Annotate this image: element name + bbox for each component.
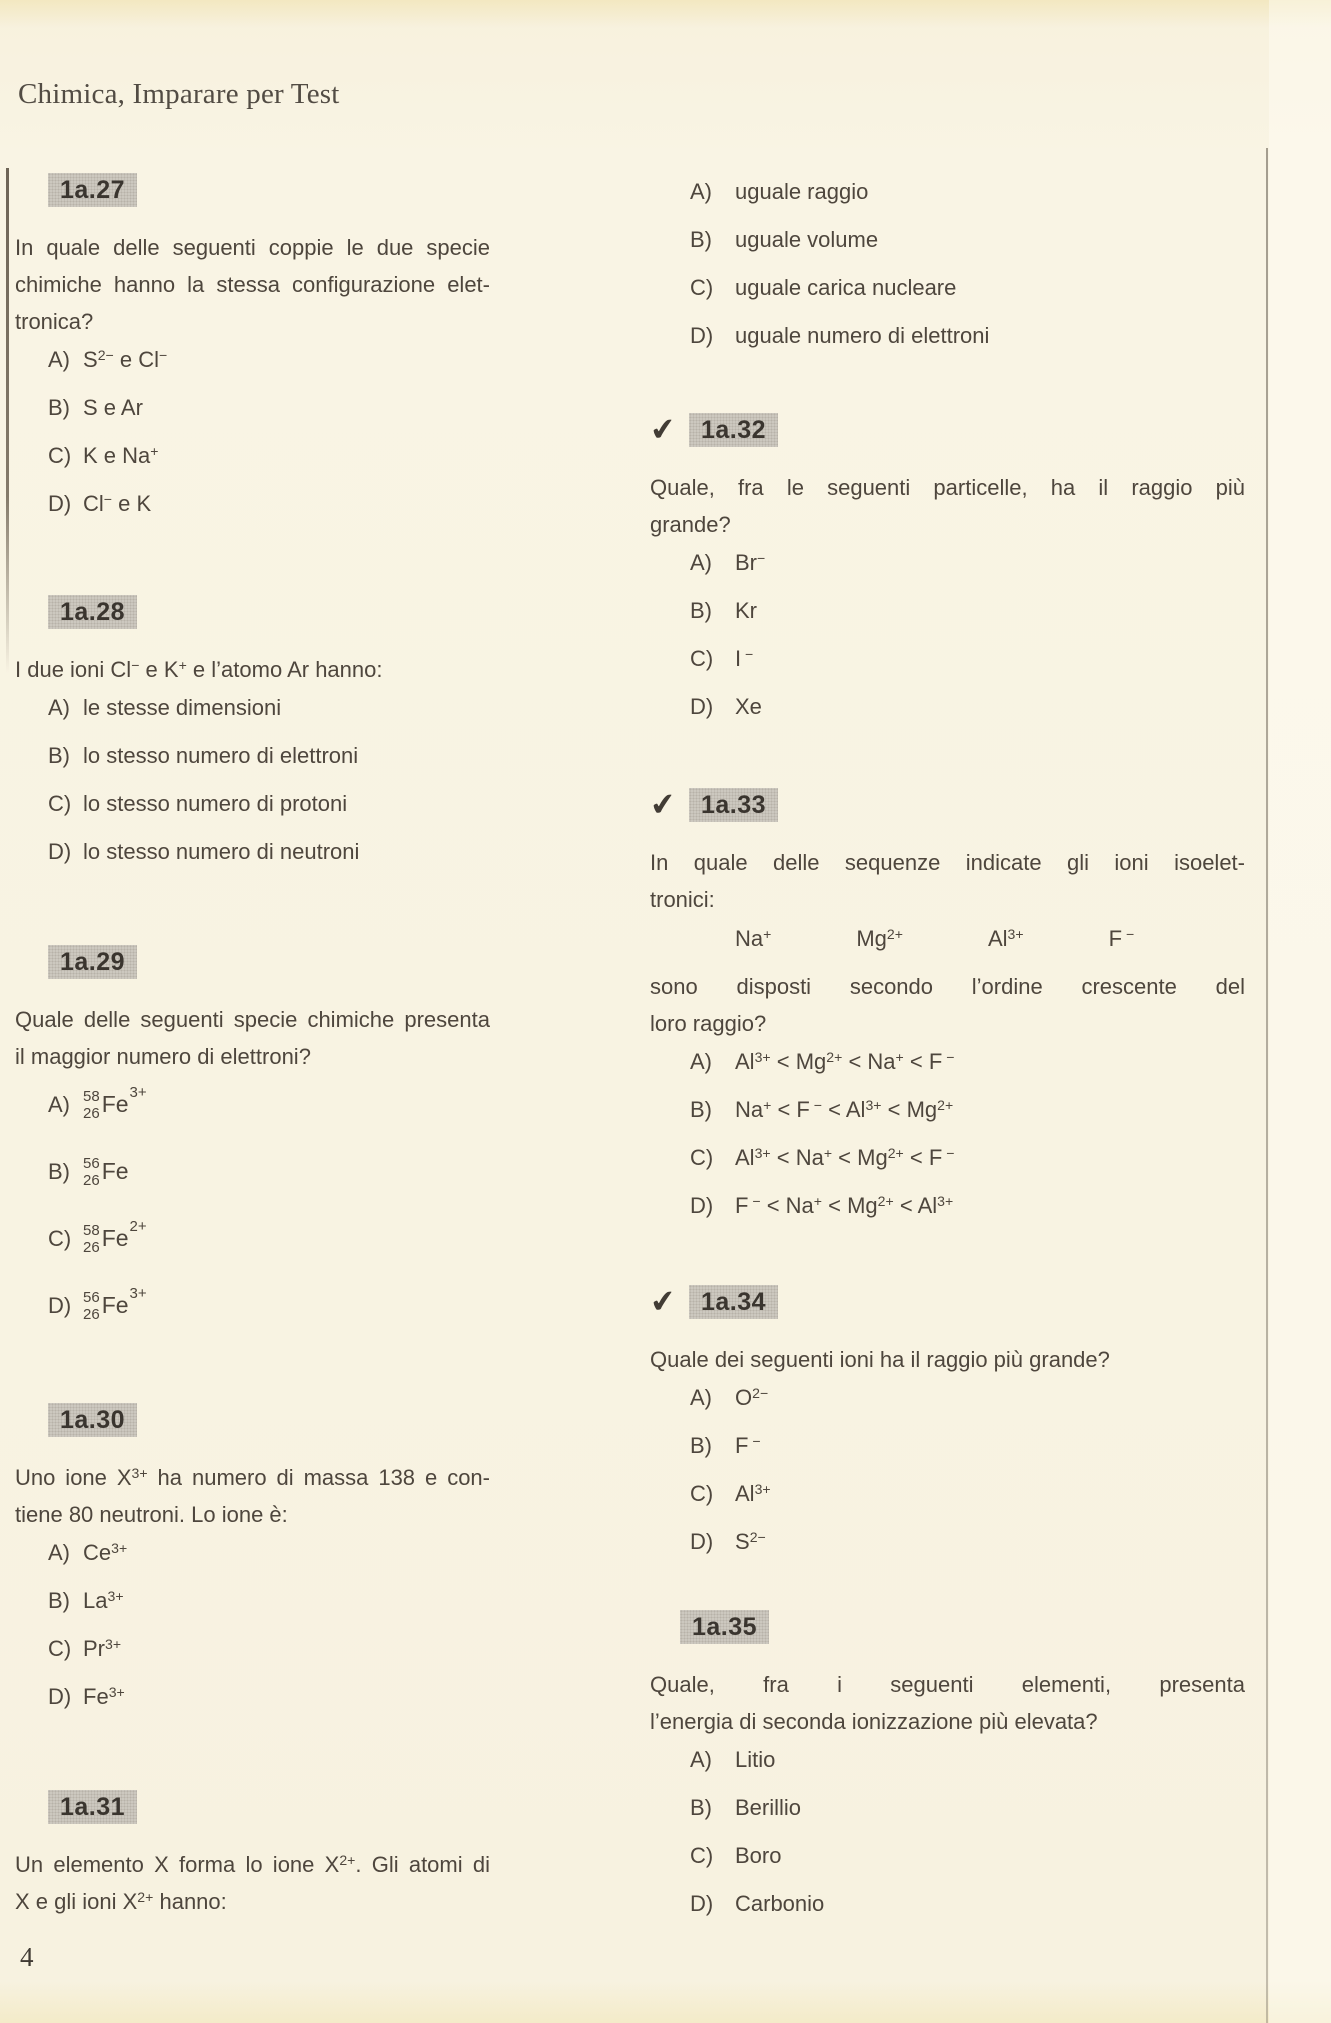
- option-letter: A): [690, 1385, 712, 1410]
- option-text: $S^{2-}$: [735, 1528, 766, 1554]
- option-letter: C): [690, 646, 714, 671]
- option-row: [650, 539, 1245, 587]
- question-text: [650, 1341, 1245, 1378]
- question-1a28: [15, 595, 490, 876]
- option-text: Boro: [735, 1843, 782, 1868]
- option-row: [650, 1784, 1245, 1832]
- option-text: I −: [735, 645, 754, 671]
- option-letter: A): [690, 1049, 712, 1074]
- option-row: [650, 264, 1245, 312]
- option-text: $Al^{3+}$: [735, 1480, 771, 1506]
- option-row: [15, 1529, 490, 1577]
- options-list: [15, 1529, 490, 1721]
- question-line: loro raggio?: [650, 1011, 767, 1036]
- question-1a34: [648, 1282, 1245, 1566]
- option-text: lo stesso numero di elettroni: [83, 743, 359, 768]
- option-text: uguale numero di elettroni: [735, 323, 990, 348]
- option-row: [15, 1138, 490, 1205]
- question-number-label: 1a.34: [689, 1285, 778, 1319]
- option-row: [650, 1038, 1245, 1086]
- option-letter: C): [690, 1481, 714, 1506]
- options-list: [15, 684, 490, 876]
- options-list: [650, 1736, 1245, 1928]
- option-letter: C): [690, 1145, 714, 1170]
- question-label-row: [648, 1282, 1245, 1322]
- option-letter: A): [48, 1540, 70, 1565]
- question-line: X e gli ioni $X^{2+}$ hanno:: [15, 1888, 227, 1914]
- option-letter: C): [48, 1225, 72, 1251]
- question-label-row: [15, 173, 490, 207]
- option-letter: C): [48, 443, 72, 468]
- option-letter: B): [690, 598, 712, 623]
- page-header-title: Chimica, Imparare per Test: [18, 78, 340, 110]
- option-letter: D): [48, 839, 72, 864]
- question-text: [15, 651, 490, 688]
- atomic-number: 26: [83, 1305, 100, 1323]
- option-row: [650, 1832, 1245, 1880]
- option-letter: C): [690, 275, 714, 300]
- option-letter: B): [690, 1433, 712, 1458]
- scan-top-tint: [0, 0, 1331, 28]
- question-line: Quale dei seguenti ioni ha il raggio più grande?: [650, 1347, 1110, 1372]
- option-row: [15, 1673, 490, 1721]
- checkmark-icon: ✔: [648, 785, 678, 825]
- element-symbol: Fe: [101, 1091, 129, 1117]
- option-letter: D): [48, 1684, 72, 1709]
- ion-series-row: [650, 918, 1245, 960]
- mass-number: 56: [83, 1154, 100, 1172]
- option-letter: A): [48, 347, 70, 372]
- option-text: Berillio: [735, 1795, 802, 1820]
- option-text: $S^{2-}$ e Cl−: [83, 346, 168, 372]
- option-row: [650, 1182, 1245, 1230]
- options-list: [650, 1374, 1245, 1566]
- ion-symbol: F −: [1108, 925, 1135, 951]
- question-1a31: [15, 1790, 490, 1920]
- option-row: [15, 1272, 490, 1339]
- question-label-row: [15, 595, 490, 629]
- option-text: Br−: [735, 549, 766, 575]
- question-text: [650, 968, 1245, 1042]
- option-letter: D): [690, 323, 714, 348]
- page-number: 4: [20, 1942, 34, 1972]
- option-row: [15, 684, 490, 732]
- option-letter: B): [690, 227, 712, 252]
- question-number-label: 1a.29: [48, 945, 137, 979]
- option-letter: B): [48, 1588, 70, 1613]
- question-label-row: [15, 945, 490, 979]
- question-text: [650, 469, 1245, 543]
- option-letter: A): [690, 550, 712, 575]
- question-text: [650, 1666, 1245, 1740]
- element-symbol: Fe: [101, 1158, 129, 1184]
- option-row: [15, 480, 490, 528]
- question-number-label: 1a.35: [680, 1610, 769, 1644]
- page-right-rule: [1266, 148, 1268, 2023]
- option-letter: D): [690, 1193, 714, 1218]
- option-text: $Al^{3+} < Na^+ < Mg^{2+} < F$ −: [735, 1144, 955, 1170]
- option-text: Na+ < F $^- < Al^{3+} < Mg^{2+}$: [735, 1096, 954, 1122]
- option-letter: D): [48, 491, 72, 516]
- option-row: [650, 1374, 1245, 1422]
- question-line: grande?: [650, 512, 731, 537]
- option-text: Cl− e K: [83, 490, 152, 516]
- option-letter: B): [48, 395, 70, 420]
- option-letter: D): [690, 694, 714, 719]
- option-row: [15, 732, 490, 780]
- question-line: Quale, fra le seguenti particelle, ha il raggio più: [650, 475, 1245, 500]
- option-row: [650, 1422, 1245, 1470]
- question-line: il maggior numero di elettroni?: [15, 1044, 311, 1069]
- option-row: [650, 1736, 1245, 1784]
- option-letter: C): [48, 1636, 72, 1661]
- question-line: Quale delle seguenti specie chimiche presenta: [15, 1007, 490, 1032]
- checkmark-icon: ✔: [648, 1282, 678, 1322]
- isotope-notation: 58 26 Fe $^{2+}$: [83, 1217, 147, 1256]
- option-text: lo stesso numero di protoni: [83, 791, 348, 816]
- option-letter: D): [48, 1292, 72, 1318]
- option-text: $Fe^{3+}$: [83, 1683, 125, 1709]
- option-letter: A): [48, 695, 70, 720]
- option-row: [15, 432, 490, 480]
- option-text: F $^- < Na^+ < Mg^{2+} < Al^{3+}$: [735, 1192, 954, 1218]
- options-list: [15, 336, 490, 528]
- option-letter: B): [690, 1795, 712, 1820]
- option-letter: A): [48, 1091, 70, 1117]
- options-list: [650, 168, 1245, 360]
- option-row: [15, 828, 490, 876]
- question-text: [15, 1459, 490, 1533]
- option-text: uguale volume: [735, 227, 879, 252]
- element-symbol: Fe: [101, 1225, 129, 1251]
- question-text: [650, 844, 1245, 918]
- option-text: S e Ar: [83, 395, 143, 420]
- scan-left-edge-line: [6, 168, 9, 673]
- option-text: lo stesso numero di neutroni: [83, 839, 360, 864]
- option-row: [15, 1205, 490, 1272]
- option-letter: B): [48, 743, 70, 768]
- isotope-notation: 58 26 Fe $^{3+}$: [83, 1083, 147, 1122]
- isotope-notation: 56 26 Fe $^{3+}$: [83, 1284, 147, 1323]
- option-row: [650, 1086, 1245, 1134]
- question-label-row: [648, 410, 1245, 450]
- option-letter: A): [690, 1747, 712, 1772]
- question-number-label: 1a.32: [689, 413, 778, 447]
- option-row: [650, 1880, 1245, 1928]
- option-letter: C): [690, 1843, 714, 1868]
- option-row: [15, 1625, 490, 1673]
- checkmark-icon: ✔: [648, 410, 678, 450]
- option-text: Xe: [735, 694, 762, 719]
- question-line: tronici:: [650, 887, 715, 912]
- option-letter: C): [48, 791, 72, 816]
- option-row: [15, 336, 490, 384]
- mass-number: 58: [83, 1221, 100, 1239]
- option-letter: D): [690, 1891, 714, 1916]
- atomic-number: 26: [83, 1171, 100, 1189]
- mass-number: 56: [83, 1288, 100, 1306]
- question-line: sono disposti secondo l’ordine crescente del: [650, 974, 1245, 999]
- question-label-row: [650, 1610, 1245, 1644]
- option-text: $Al^{3+} < Mg^{2+} < Na^+ < F$ −: [735, 1048, 955, 1074]
- options-list: [15, 1071, 490, 1339]
- question-line: tiene 80 neutroni. Lo ione è:: [15, 1502, 288, 1527]
- option-row: [650, 312, 1245, 360]
- option-letter: B): [48, 1158, 70, 1184]
- option-letter: B): [690, 1097, 712, 1122]
- ion-symbol: $Al^{3+}$: [987, 925, 1024, 951]
- scan-right-margin: [1269, 0, 1331, 2023]
- option-row: [15, 780, 490, 828]
- isotope-notation: [83, 1155, 130, 1189]
- question-1a32: [648, 410, 1245, 731]
- question-number-label: 1a.33: [689, 788, 778, 822]
- question-line: tronica?: [15, 309, 94, 334]
- question-1a29: [15, 945, 490, 1339]
- option-row: [650, 587, 1245, 635]
- option-text: $La^{3+}$: [83, 1587, 124, 1613]
- option-row: [15, 1071, 490, 1138]
- option-text: $Ce^{3+}$: [83, 1539, 128, 1565]
- question-line: Uno ione $X^{3+}$ ha numero di massa 138 e con-: [15, 1464, 490, 1490]
- question-number-label: 1a.30: [48, 1403, 137, 1437]
- question-1a35: [650, 1610, 1245, 1928]
- option-text: uguale raggio: [735, 179, 869, 204]
- option-text: Litio: [735, 1747, 776, 1772]
- ion-symbol: $Mg^{2+}$: [856, 925, 903, 951]
- question-label-row: [15, 1790, 490, 1824]
- option-row: [650, 635, 1245, 683]
- question-label-row: [15, 1403, 490, 1437]
- mass-number: 58: [83, 1087, 100, 1105]
- option-text: Carbonio: [735, 1891, 825, 1916]
- atomic-number: 26: [83, 1104, 100, 1122]
- option-letter: D): [690, 1529, 714, 1554]
- question-line: Quale, fra i seguenti elementi, presenta: [650, 1672, 1245, 1697]
- ion-symbol: Na+: [735, 925, 772, 951]
- question-1a27: [15, 173, 490, 528]
- question-label-row: [648, 785, 1245, 825]
- option-row: [650, 1134, 1245, 1182]
- option-text: uguale carica nucleare: [735, 275, 957, 300]
- question-1a30: [15, 1403, 490, 1721]
- question-text: [15, 1001, 490, 1075]
- option-row: [650, 683, 1245, 731]
- option-text: F −: [735, 1432, 761, 1458]
- question-1a33: [648, 785, 1245, 1230]
- option-row: [650, 1470, 1245, 1518]
- option-text: K e Na+: [83, 442, 159, 468]
- question-text: [15, 1846, 490, 1920]
- question-number-label: 1a.28: [48, 595, 137, 629]
- option-text: Kr: [735, 598, 757, 623]
- options-list: [650, 1038, 1245, 1230]
- atomic-number: 26: [83, 1238, 100, 1256]
- element-symbol: Fe: [101, 1292, 129, 1318]
- question-number-label: 1a.31: [48, 1790, 137, 1824]
- option-row: [15, 384, 490, 432]
- option-row: [650, 168, 1245, 216]
- question-1a31-options-continued: [650, 168, 1245, 360]
- question-line: In quale delle sequenze indicate gli ioni isoelet-: [650, 850, 1245, 875]
- option-text: le stesse dimensioni: [83, 695, 282, 720]
- question-text: [15, 229, 490, 340]
- option-row: [650, 1518, 1245, 1566]
- scan-bottom-tint: [0, 1981, 1331, 2023]
- question-number-label: 1a.27: [48, 173, 137, 207]
- question-line: Un elemento X forma lo ione $X^{2+}$. Gli atomi di: [15, 1851, 490, 1877]
- option-letter: A): [690, 179, 712, 204]
- question-line: I due ioni Cl− e K+ e l’atomo Ar hanno:: [15, 656, 383, 682]
- option-row: [15, 1577, 490, 1625]
- question-line: l’energia di seconda ionizzazione più elevata?: [650, 1709, 1098, 1734]
- option-text: $Pr^{3+}$: [83, 1635, 122, 1661]
- option-text: $O^{2-}$: [735, 1384, 769, 1410]
- options-list: [650, 539, 1245, 731]
- option-row: [650, 216, 1245, 264]
- question-line: chimiche hanno la stessa configurazione elet-: [15, 272, 490, 297]
- question-line: In quale delle seguenti coppie le due specie: [15, 235, 490, 260]
